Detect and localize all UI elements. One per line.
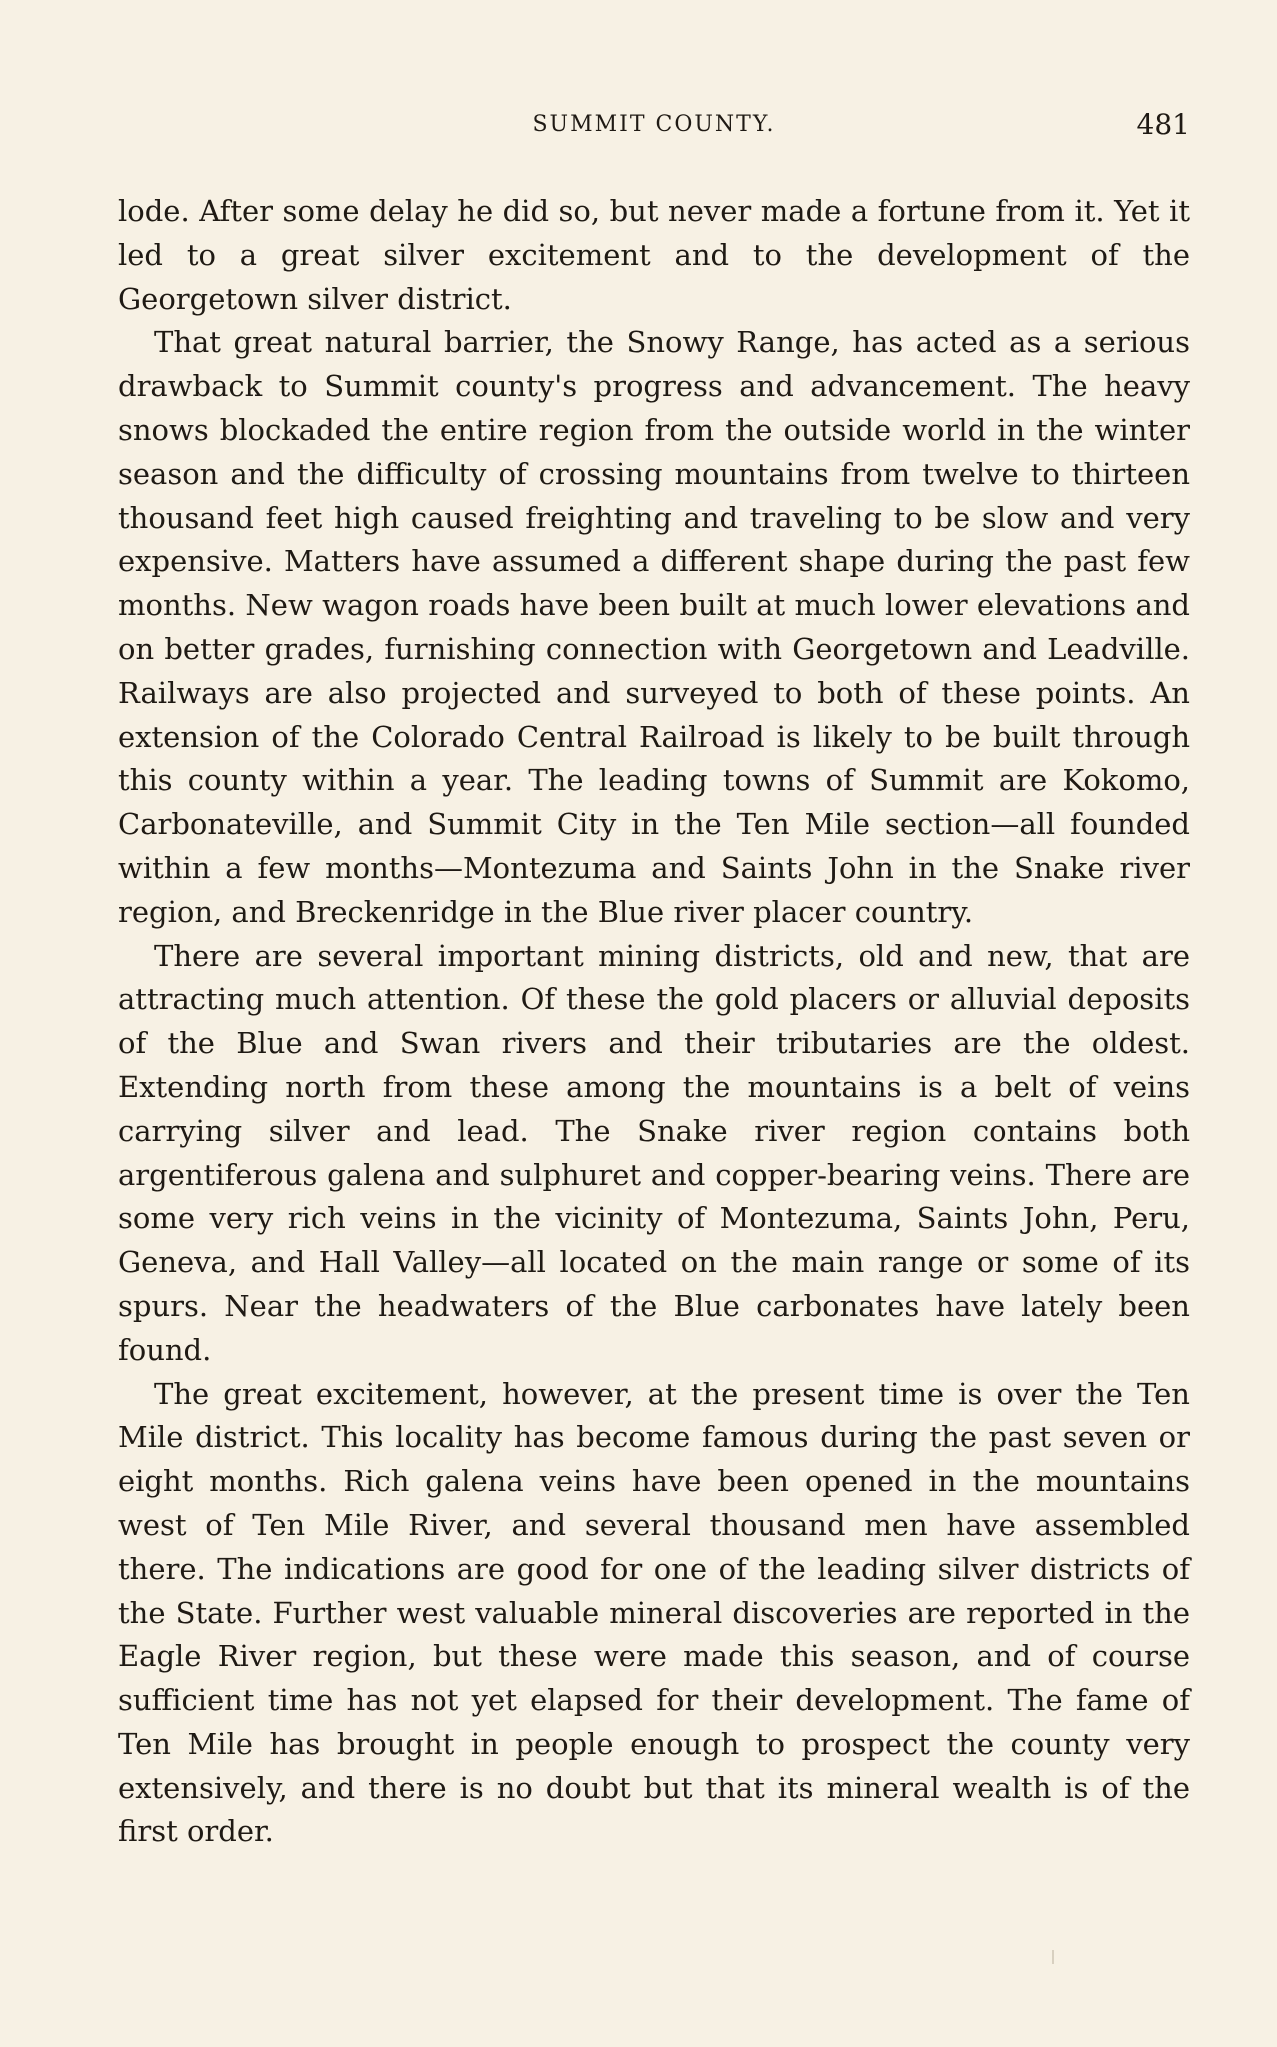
scan-artifact-mark — [1052, 1950, 1054, 1964]
running-title: SUMMIT COUNTY. — [532, 112, 776, 137]
page-number: 481 — [1136, 108, 1190, 141]
paragraph-ten-mile: The great excitement, however, at the present time is over the Ten Mile district. This locality has become famous during the past seven or eight months. Rich galena veins have been opened in the mountains west of Ten Mile River, and several thousand men have assembled there. The indications are good for one of the leading silver districts of the State. Further west valuable mineral discoveries are reported in the Eagle River region, but these were made this season, and of course sufficient time has not yet elapsed for their development. The fame of Ten Mile has brought in people enough to prospect the county very extensively, and there is no doubt but that its mineral wealth is of the first order. — [118, 1376, 1190, 1849]
book-page — [118, 100, 1190, 1854]
running-head — [118, 100, 1190, 160]
paragraph-mining-districts: There are several important mining districts, old and new, that are attracting much attention. Of these the gold placers or alluvial deposits of the Blue and Swan rivers and their tributaries are the oldest. Extending north from these among the mountains is a belt of veins carrying silver and lead. The Snake river region contains both argentiferous galena and sulphuret and copper-bearing veins. There are some very rich veins in the vicinity of Montezuma, Saints John, Peru, Geneva, and Hall Valley—all located on the main range or some of its spurs. Near the headwaters of the Blue carbonates have lately been found. — [118, 938, 1190, 1367]
body-text — [118, 190, 1190, 1854]
paragraph-continuation: lode. After some delay he did so, but never made a fortune from it. Yet it led to a great silver excitement and to the development of the Georgetown silver district. — [118, 194, 1190, 316]
paragraph-snowy-range: That great natural barrier, the Snowy Range, has acted as a serious drawback to Summit county's progress and advancement. The heavy snows blockaded the entire region from the outside world in the winter season and the difficulty of crossing mountains from twelve to thirteen thousand feet high caused freighting and traveling to be slow and very expensive. Matters have assumed a different shape during the past few months. New wagon roads have been built at much lower elevations and on better grades, furnishing connection with Georgetown and Leadville. Railways are also projected and surveyed to both of these points. An extension of the Colorado Central Railroad is likely to be built through this county within a year. The leading towns of Summit are Kokomo, Carbonateville, and Summit City in the Ten Mile section—all founded within a few months—Montezuma and Saints John in the Snake river region, and Breckenridge in the Blue river placer country. — [118, 325, 1190, 929]
